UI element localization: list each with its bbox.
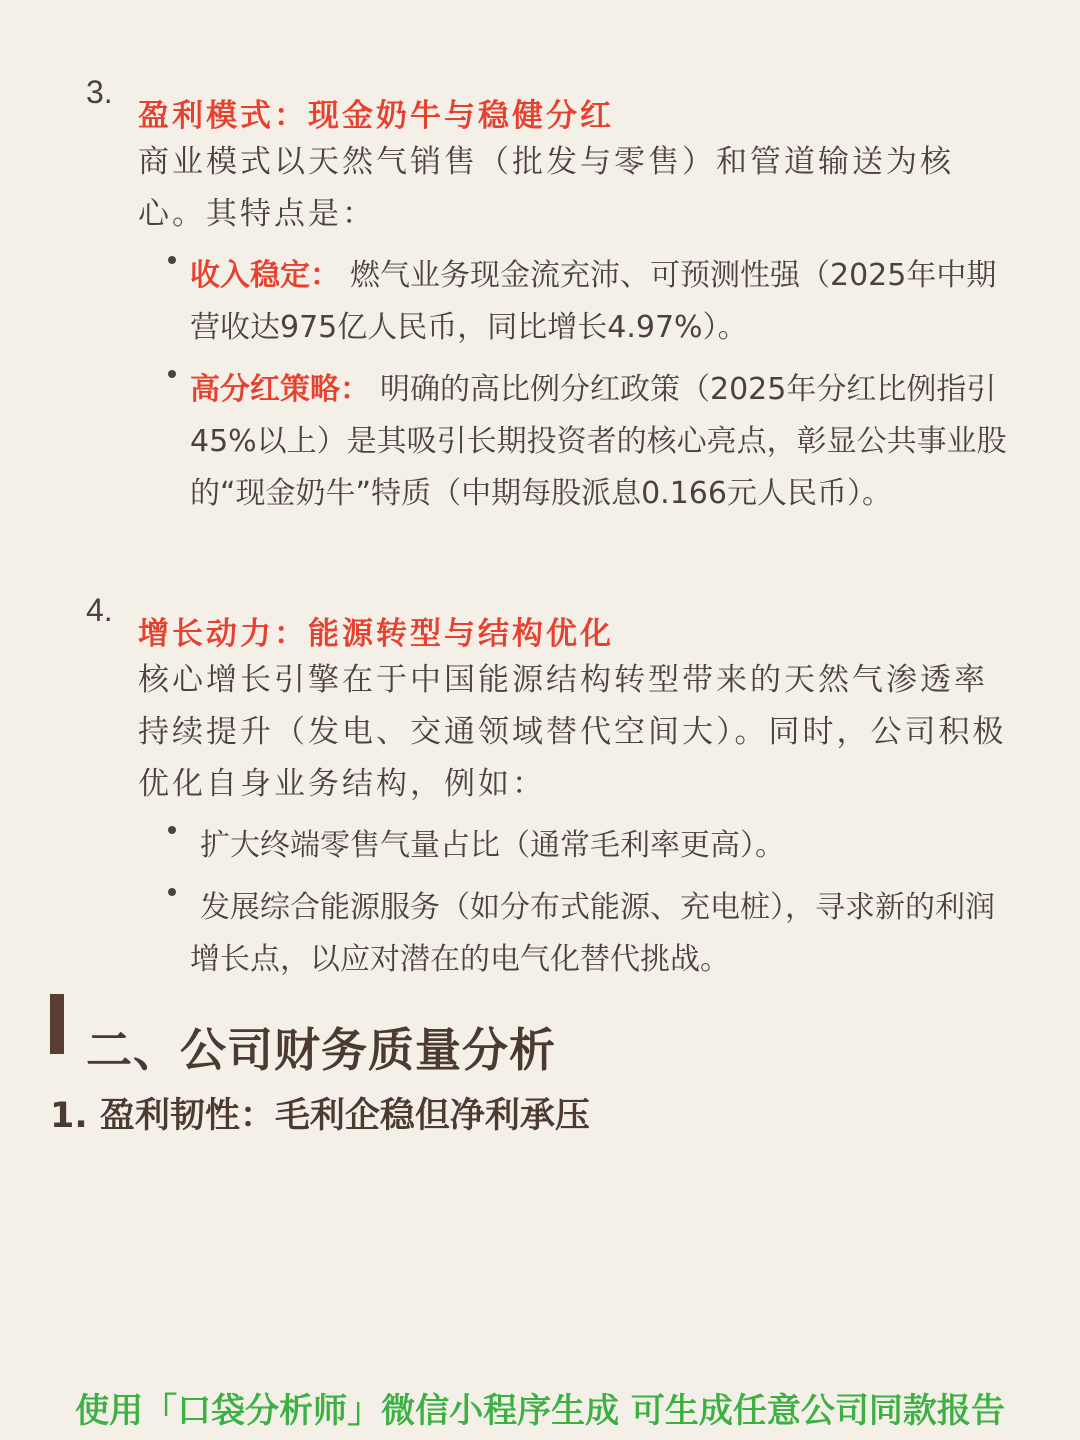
footer-promo: 使用「口袋分析师」微信小程序生成 可生成任意公司同款报告 <box>75 1391 1005 1431</box>
sub-heading: 1. 盈利韧性：毛利企稳但净利承压 <box>50 1096 590 1136</box>
item-body: 商业模式以天然气销售（批发与零售）和管道输送为核心。其特点是： <box>138 144 954 232</box>
bullet-item <box>190 820 1020 872</box>
bullet-dot-icon <box>168 256 176 264</box>
item-title: 增长动力：能源转型与结构优化 <box>138 616 614 652</box>
bullet-text: 明确的高比例分红政策（2025年分红比例指引45%以上）是其吸引长期投资者的核心亮点，彰显公共事业股的“现金奶牛”特质（中期每股派息0.166元人民币）。 <box>190 372 1007 511</box>
bullet-text: 扩大终端零售气量占比（通常毛利率更高）。 <box>200 828 785 863</box>
bullet-dot-icon <box>168 826 176 834</box>
bullet-item <box>190 882 1020 986</box>
section-heading: 二、公司财务质量分析 <box>86 1023 556 1077</box>
bullet-dot-icon <box>168 370 176 378</box>
bullet-item <box>190 364 1020 520</box>
bullet-item <box>190 250 1020 354</box>
bullet-dot-icon <box>168 888 176 896</box>
item-title: 盈利模式：现金奶牛与稳健分红 <box>138 98 614 134</box>
item-number: 3. <box>86 74 113 110</box>
bullet-label: 收入稳定： <box>190 258 340 293</box>
heading-accent-bar <box>50 994 64 1054</box>
item-number: 4. <box>86 592 113 628</box>
bullet-label: 高分红策略： <box>190 372 370 407</box>
bullet-text: 燃气业务现金流充沛、可预测性强（2025年中期营收达975亿人民币，同比增长4.97%）。 <box>190 258 997 345</box>
item-body: 核心增长引擎在于中国能源结构转型带来的天然气渗透率持续提升（发电、交通领域替代空间大）。同时，公司积极优化自身业务结构，例如： <box>138 662 1007 802</box>
bullet-text: 发展综合能源服务（如分布式能源、充电桩），寻求新的利润增长点，以应对潜在的电气化替代挑战。 <box>190 890 995 977</box>
